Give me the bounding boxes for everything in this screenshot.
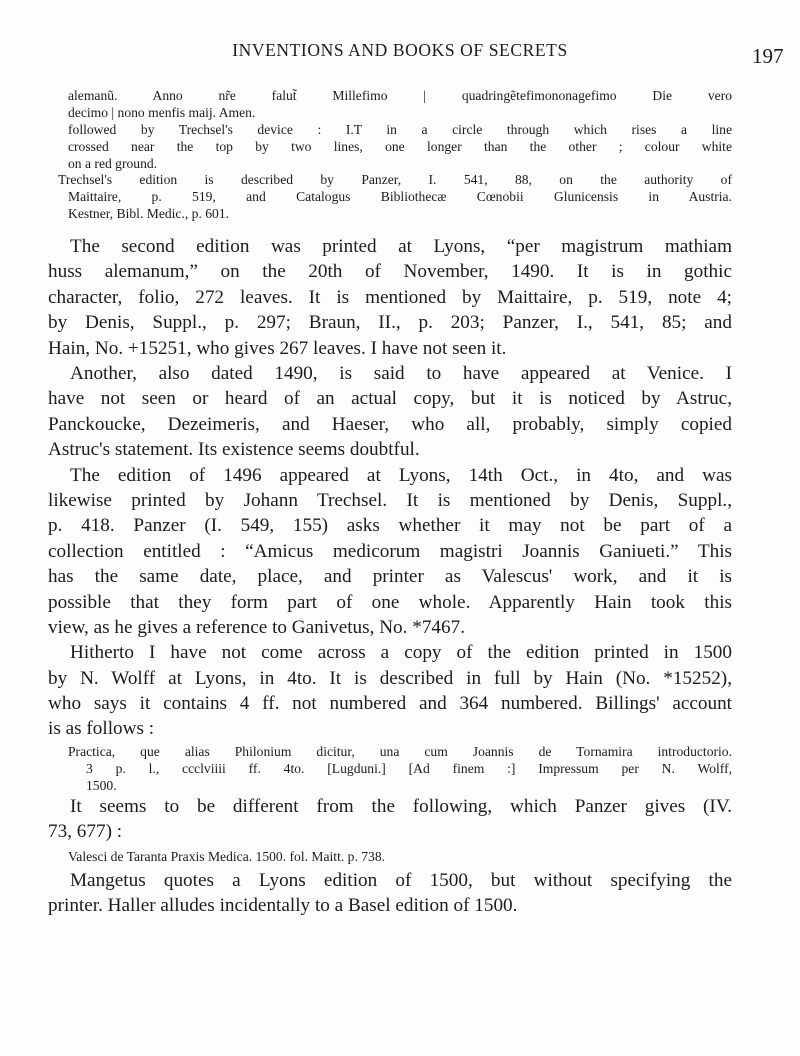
citation-line: Valesci de Taranta Praxis Medica. 1500. fol. Maitt. p. 738.	[68, 849, 386, 864]
quoted-citation	[68, 849, 732, 866]
note-line: crossed near the top by two lines, one longer than the other ; colour white	[68, 138, 732, 154]
note-line: Kestner, Bibl. Medic., p. 601.	[68, 206, 230, 222]
body-line: p. 418. Panzer (I. 549, 155) asks whether it may not be part of a	[48, 515, 732, 537]
citation-line: 3 p. l., ccclviiii ff. 4to. [Lugduni.] [Ad finem :] Impressum per N. Wolff,	[86, 760, 732, 776]
body-line: It seems to be different from the following, which Panzer gives (IV.	[70, 796, 732, 817]
body-line: by Denis, Suppl., p. 297; Braun, II., p. 203; Panzer, I., 541, 85; and	[48, 312, 732, 334]
page-number: 197	[752, 44, 784, 68]
body-line: has the same date, place, and printer as Valescus' work, and it is	[48, 566, 732, 588]
body-line: Mangetus quotes a Lyons edition of 1500, but without specifying the	[70, 870, 732, 891]
body-line: Astruc's statement. Its existence seems doubtful.	[48, 439, 420, 461]
body-line: Panckoucke, Dezeimeris, and Haeser, who all, probably, simply copied	[48, 413, 732, 435]
note-line: decimo | nono menfis maij. Amen.	[68, 104, 256, 120]
body-line: printer. Haller alludes incidentally to a Basel edition of 1500.	[48, 895, 518, 917]
body-line: collection entitled : “Amicus medicorum magistri Joannis Ganiueti.” This	[48, 540, 732, 562]
body-line: character, folio, 272 leaves. It is mentioned by Maittaire, p. 519, note 4;	[48, 286, 732, 308]
citation-line: 1500.	[86, 777, 117, 793]
body-line: who says it contains 4 ff. not numbered and 364 numbered. Billings' account	[48, 693, 732, 715]
body-line: Another, also dated 1490, is said to have appeared at Venice. I	[70, 362, 732, 384]
note-line: followed by Trechsel's device : I.T in a circle through which rises a line	[68, 121, 732, 137]
body-line: Hitherto I have not come across a copy of the edition printed in 1500	[70, 642, 732, 664]
body-paragraphs	[48, 234, 732, 742]
note-line: alemanũ. Anno nr̃e falut̃ Millefimo | quadringẽtefimononagefimo Die vero	[68, 88, 732, 103]
body-line: by N. Wolff at Lyons, in 4to. It is described in full by Hain (No. *15252),	[48, 667, 732, 689]
body-line: Hain, No. +15251, who gives 267 leaves. I have not seen it.	[48, 337, 507, 359]
note-line: on a red ground.	[68, 155, 158, 171]
citation-line: Practica, que alias Philonium dicitur, una cum Joannis de Tornamira introductorio.	[68, 744, 732, 759]
body-line: 73, 677) :	[48, 821, 123, 843]
note-line: Maittaire, p. 519, and Catalogus Bibliothecæ Cœnobii Glunicensis in Austria.	[68, 189, 732, 205]
bibliographic-note	[58, 88, 732, 223]
body-line: likewise printed by Johann Trechsel. It is mentioned by Denis, Suppl.,	[48, 489, 732, 511]
quoted-citation	[68, 744, 732, 795]
note-line: Trechsel's edition is described by Panzer, I. 541, 88, on the authority of	[58, 172, 732, 188]
body-line: huss alemanum,” on the 20th of November, 1490. It is in gothic	[48, 261, 732, 283]
body-line: is as follows :	[48, 718, 155, 740]
body-line: view, as he gives a reference to Ganivetus, No. *7467.	[48, 616, 466, 638]
body-final	[48, 868, 732, 919]
body-line: The edition of 1496 appeared at Lyons, 14th Oct., in 4to, and was	[70, 464, 732, 486]
body-continued	[48, 794, 732, 845]
body-line: The second edition was printed at Lyons, “per magistrum mathiam	[70, 236, 732, 257]
body-line: have not seen or heard of an actual copy, but it is noticed by Astruc,	[48, 388, 732, 410]
running-head: INVENTIONS AND BOOKS OF SECRETS	[232, 40, 568, 60]
body-line: possible that they form part of one whole. Apparently Hain took this	[48, 591, 732, 613]
